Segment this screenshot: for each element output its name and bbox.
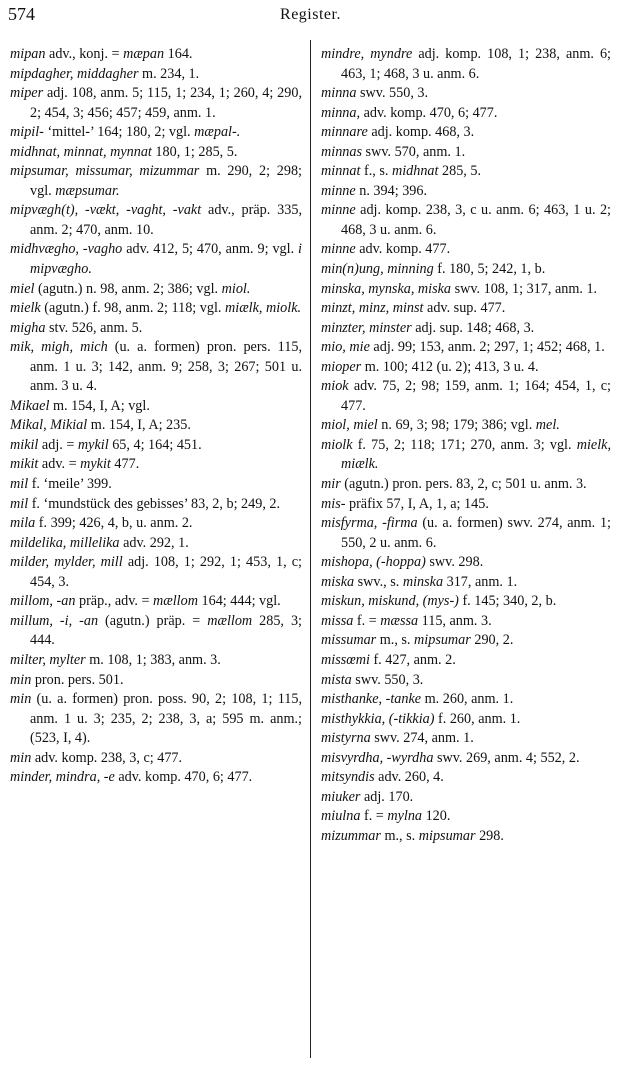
headword: mil xyxy=(10,495,29,512)
headword: miolk xyxy=(321,436,353,453)
index-entry xyxy=(321,592,611,612)
page-number: 574 xyxy=(8,4,35,24)
headword: minska, mynska, miska xyxy=(321,280,452,297)
index-entry xyxy=(321,553,611,573)
headword: mindre, myndre xyxy=(321,46,413,62)
entry-text: f. 180, 5; 242, 1, b. xyxy=(433,261,546,278)
cross-reference: mykil xyxy=(77,436,109,453)
headword: mitsyndis xyxy=(321,769,375,786)
entry-text: adv. 75, 2; 98; 159, anm. 1; 164; 454, 1, c; 477. xyxy=(341,378,611,414)
index-entry xyxy=(321,416,611,436)
headword: midhvægho, -vagho xyxy=(10,241,123,258)
index-entry xyxy=(10,475,302,495)
headword: minder, mindra, -e xyxy=(10,769,115,786)
entry-text-cont: 164; 444; vgl. xyxy=(197,593,281,610)
index-entry xyxy=(10,416,302,436)
entry-text: präfix 57, I, A, 1, a; 145. xyxy=(345,495,489,512)
entry-text: pron. pers. 501. xyxy=(31,671,124,688)
headword: minzter, minster xyxy=(321,319,412,336)
entry-text: n. 394; 396. xyxy=(355,182,428,199)
headword: mil xyxy=(10,476,29,493)
index-entry xyxy=(321,143,611,163)
headword: minna xyxy=(321,85,357,102)
index-entry xyxy=(321,573,611,593)
headword: millum, -i, -an xyxy=(10,612,99,629)
entry-text: 180, 1; 285, 5. xyxy=(151,143,238,160)
index-entry xyxy=(321,612,611,632)
entry-text: adj. komp. 468, 3. xyxy=(367,124,475,141)
entry-text: (agutn.) f. 98, anm. 2; 118; vgl. xyxy=(40,300,226,317)
headword: mistyrna xyxy=(321,730,371,747)
index-entry xyxy=(10,65,302,85)
entry-text: swv. 550, 3. xyxy=(356,85,429,102)
headword: miel xyxy=(10,280,35,297)
entry-text: swv. 298. xyxy=(425,554,484,571)
headword: misvyrdha, -wyrdha xyxy=(321,749,434,766)
entry-text: f. 260, anm. 1. xyxy=(434,710,521,727)
headword: mis- xyxy=(321,495,346,512)
right-column xyxy=(321,45,611,846)
entry-text: m. 290, 2; 298; vgl. xyxy=(30,163,303,199)
headword: mioper xyxy=(321,358,362,375)
cross-reference: mæpsumar. xyxy=(55,182,120,199)
index-entry xyxy=(321,788,611,808)
headword: min xyxy=(10,671,32,688)
index-entry xyxy=(321,495,611,515)
index-entry xyxy=(321,671,611,691)
index-entry xyxy=(10,592,302,612)
entry-text: swv. 570, anm. 1. xyxy=(362,143,466,160)
headword: mikit xyxy=(10,456,39,473)
headword: minne xyxy=(321,182,356,199)
left-column xyxy=(10,45,302,788)
entry-text: adj. sup. 148; 468, 3. xyxy=(411,319,535,336)
headword: missœmi xyxy=(321,651,370,668)
entry-text-cont: 115, anm. 3. xyxy=(418,612,492,629)
index-entry xyxy=(321,45,611,84)
headword: milter, mylter xyxy=(10,651,86,668)
entry-text: adv., konj. = xyxy=(45,46,124,62)
entry-text: m. 234, 1. xyxy=(138,65,200,82)
cross-reference: miælk, miolk. xyxy=(225,300,302,317)
entry-text: swv., s. xyxy=(354,573,403,590)
index-entry xyxy=(321,749,611,769)
entry-text-cont: 290, 2. xyxy=(470,632,514,649)
headword: minnas xyxy=(321,143,362,160)
cross-reference: mæpal-. xyxy=(194,124,241,141)
cross-reference: mylna xyxy=(387,808,423,825)
cross-reference: mel. xyxy=(535,417,560,434)
entry-text-cont: 317, anm. 1. xyxy=(443,573,518,590)
index-entry xyxy=(321,475,611,495)
entry-text: adj. 108, 1; 292, 1; 453, 1, c; 454, 3. xyxy=(30,554,302,590)
entry-text: f. 145; 340, 2, b. xyxy=(458,593,557,610)
index-entry xyxy=(10,162,302,201)
index-entry xyxy=(321,84,611,104)
index-entry xyxy=(10,240,302,279)
headword: min(n)ung, minning xyxy=(321,261,434,278)
headword: mishopa, (-hoppa) xyxy=(321,554,426,571)
headword: min xyxy=(10,691,32,708)
entry-text-cont: 120. xyxy=(422,808,451,825)
index-entry xyxy=(10,397,302,417)
headword: minne xyxy=(321,241,356,258)
entry-text: f. = xyxy=(353,612,381,629)
cross-reference: mællom xyxy=(207,612,253,629)
index-entry xyxy=(321,201,611,240)
entry-text: adv., präp. 335, anm. 2; 470, anm. 10. xyxy=(30,202,302,238)
cross-reference: mielk, miælk. xyxy=(341,436,611,473)
cross-reference: i mipvægho. xyxy=(30,241,302,278)
entry-text: adj. 99; 153, anm. 2; 297, 1; 452; 468, 1. xyxy=(369,339,605,356)
entry-text: f. 427, anm. 2. xyxy=(369,651,456,668)
entry-text: m. 260, anm. 1. xyxy=(421,691,514,708)
index-entry xyxy=(321,123,611,143)
cross-reference: mællom xyxy=(153,593,198,610)
cross-reference: mæpan xyxy=(123,46,165,62)
headword: minzt, minz, minst xyxy=(321,300,424,317)
headword: mista xyxy=(321,671,352,688)
entry-text-cont: 298. xyxy=(475,827,504,844)
index-entry xyxy=(321,514,611,553)
index-entry xyxy=(10,338,302,397)
headword: mildelika, millelika xyxy=(10,534,120,551)
headword: minnat xyxy=(321,163,361,180)
index-entry xyxy=(321,338,611,358)
index-entry xyxy=(10,455,302,475)
entry-text: adj. komp. 238, 3, c u. anm. 6; 463, 1 u. 2; 468, 3 u. anm. 6. xyxy=(341,202,611,238)
index-entry xyxy=(10,201,302,240)
entry-text: f. ‘mundstück des gebisses’ 83, 2, b; 249, 2. xyxy=(28,495,281,512)
entry-text: m., s. xyxy=(380,827,419,844)
entry-text: adv. komp. 470, 6; 477. xyxy=(360,104,498,121)
index-entry xyxy=(321,436,611,475)
index-entry xyxy=(10,671,302,691)
index-entry xyxy=(10,690,302,749)
column-divider xyxy=(310,40,311,1058)
entry-text: adv. 412, 5; 470, anm. 9; vgl. xyxy=(122,241,299,258)
headword: miper xyxy=(10,85,44,102)
headword: minnare xyxy=(321,124,368,141)
cross-reference: mipsumar xyxy=(418,827,476,844)
entry-text: (u. a. formen) pron. pers. 115, anm. 1 u. 3; 142, anm. 9; 258, 3; 267; 501 u. anm. 3 u. 4. xyxy=(30,339,302,395)
entry-text: f., s. xyxy=(360,163,392,180)
entry-text: m. 154, I, A; 235. xyxy=(87,417,191,434)
running-title: Register. xyxy=(280,6,341,23)
index-entry xyxy=(10,514,302,534)
entry-text: adv. 260, 4. xyxy=(374,769,444,786)
index-entry xyxy=(10,45,302,65)
headword: mizummar xyxy=(321,827,381,844)
entry-text: f. = xyxy=(360,808,388,825)
entry-text: stv. 526, anm. 5. xyxy=(45,319,143,336)
entry-text: (u. a. formen) pron. poss. 90, 2; 108, 1; 115, anm. 1 u. 3; 235, 2; 238, 3, a; 595 m. anm.; (523, I, 4). xyxy=(30,691,302,747)
headword: min xyxy=(10,749,32,766)
index-entry xyxy=(321,299,611,319)
index-entry xyxy=(10,749,302,769)
cross-reference: miol. xyxy=(221,280,251,297)
entry-text: adv. komp. 238, 3, c; 477. xyxy=(31,749,183,766)
entry-text: swv. 274, anm. 1. xyxy=(370,730,474,747)
headword: millom, -an xyxy=(10,593,76,610)
index-entry xyxy=(321,240,611,260)
index-entry xyxy=(10,319,302,339)
entry-text-cont: 164. xyxy=(164,46,193,62)
headword: Mikael xyxy=(10,397,50,414)
cross-reference: mykit xyxy=(80,456,111,473)
entry-text-cont: 477. xyxy=(110,456,140,473)
headword: mipdagher, middagher xyxy=(10,65,139,82)
headword: miuker xyxy=(321,788,361,805)
entry-text: m., s. xyxy=(376,632,415,649)
cross-reference: mipsumar xyxy=(414,632,471,649)
index-entry xyxy=(321,182,611,202)
index-entry xyxy=(10,143,302,163)
entry-text: adj. 170. xyxy=(360,788,414,805)
index-entry xyxy=(10,280,302,300)
entry-text: swv. 550, 3. xyxy=(351,671,424,688)
index-entry xyxy=(10,651,302,671)
entry-text: präp., adv. = xyxy=(75,593,154,610)
index-entry xyxy=(10,612,302,651)
entry-text: (agutn.) pron. pers. 83, 2, c; 501 u. anm. 3. xyxy=(340,476,587,493)
index-entry xyxy=(321,729,611,749)
index-entry xyxy=(10,534,302,554)
index-entry xyxy=(321,651,611,671)
headword: Mikal, Mikial xyxy=(10,417,88,434)
headword: misthykkia, (-tikkia) xyxy=(321,710,435,727)
index-entry xyxy=(321,690,611,710)
headword: mir xyxy=(321,476,341,493)
headword: miulna xyxy=(321,808,361,825)
index-entry xyxy=(321,319,611,339)
headword: milder, mylder, mill xyxy=(10,554,123,571)
headword: miskun, miskund, (mys-) xyxy=(321,593,459,610)
headword: mio, mie xyxy=(321,339,370,356)
entry-text: n. 69, 3; 98; 179; 386; vgl. xyxy=(377,417,536,434)
index-entry xyxy=(321,358,611,378)
entry-text-cont: 285, 3; 444. xyxy=(30,612,302,649)
index-entry xyxy=(10,553,302,592)
headword: mipvægh(t), -vækt, -vaght, -vakt xyxy=(10,202,202,219)
entry-text: f. ‘meile’ 399. xyxy=(28,476,112,493)
index-entry xyxy=(321,260,611,280)
headword: mipan xyxy=(10,46,46,62)
index-entry xyxy=(10,495,302,515)
headword: miska xyxy=(321,573,355,590)
entry-text: adv. = xyxy=(38,456,81,473)
entry-text: adj. komp. 108, 1; 238, anm. 6; 463, 1; 468, 3 u. anm. 6. xyxy=(341,46,611,82)
headword: mipil- xyxy=(10,124,44,141)
index-entry xyxy=(321,377,611,416)
entry-text: adv. 292, 1. xyxy=(119,534,189,551)
entry-text: adj. 108, anm. 5; 115, 1; 234, 1; 260, 4; 290, 2; 454, 3; 456; 457; 459, anm. 1. xyxy=(30,85,302,121)
index-entry xyxy=(10,299,302,319)
index-entry xyxy=(321,162,611,182)
headword: missumar xyxy=(321,632,377,649)
entry-text-cont: 65, 4; 164; 451. xyxy=(108,436,202,453)
cross-reference: minska xyxy=(402,573,444,590)
headword: minna, xyxy=(321,104,361,121)
entry-text: adv. sup. 477. xyxy=(423,300,506,317)
headword: misthanke, -tanke xyxy=(321,691,422,708)
index-entry xyxy=(10,123,302,143)
entry-text: m. 154, I, A; vgl. xyxy=(49,397,150,414)
entry-text: (agutn.) präp. = xyxy=(98,612,208,629)
entry-text: (u. a. formen) swv. 274, anm. 1; 550, 2 u. anm. 6. xyxy=(341,515,611,551)
index-entry xyxy=(321,807,611,827)
entry-text-cont: 285, 5. xyxy=(438,163,482,180)
index-entry xyxy=(10,436,302,456)
headword: misfyrma, -firma xyxy=(321,515,418,532)
index-entry xyxy=(321,768,611,788)
index-entry xyxy=(321,710,611,730)
headword: migha xyxy=(10,319,46,336)
headword: minne xyxy=(321,202,356,219)
entry-text: adv. komp. 477. xyxy=(355,241,451,258)
cross-reference: midhnat xyxy=(391,163,439,180)
entry-text: adv. komp. 470, 6; 477. xyxy=(114,769,253,786)
index-entry xyxy=(321,104,611,124)
entry-text: (agutn.) n. 98, anm. 2; 386; vgl. xyxy=(34,280,222,297)
headword: miok xyxy=(321,378,349,395)
entry-text: ‘mittel-’ 164; 180, 2; vgl. xyxy=(43,124,195,141)
index-entry xyxy=(321,631,611,651)
index-entry xyxy=(321,280,611,300)
index-entry xyxy=(10,768,302,788)
headword: mikil xyxy=(10,436,39,453)
headword: mila xyxy=(10,515,36,532)
entry-text: m. 100; 412 (u. 2); 413, 3 u. 4. xyxy=(361,358,539,375)
entry-text: f. 75, 2; 118; 171; 270, anm. 3; vgl. xyxy=(352,436,577,453)
entry-text: swv. 108, 1; 317, anm. 1. xyxy=(451,280,598,297)
headword: miol, miel xyxy=(321,417,378,434)
entry-text: m. 108, 1; 383, anm. 3. xyxy=(85,651,221,668)
headword: mielk xyxy=(10,300,41,317)
entry-text: swv. 269, anm. 4; 552, 2. xyxy=(433,749,580,766)
headword: mik, migh, mich xyxy=(10,339,108,356)
cross-reference: mæssa xyxy=(380,612,419,629)
entry-text: f. 399; 426, 4, b, u. anm. 2. xyxy=(35,515,193,532)
entry-text: adj. = xyxy=(38,436,78,453)
index-entry xyxy=(10,84,302,123)
headword: midhnat, minnat, mynnat xyxy=(10,143,152,160)
index-entry xyxy=(321,827,611,847)
headword: missa xyxy=(321,612,354,629)
headword: mipsumar, missumar, mizummar xyxy=(10,163,200,180)
